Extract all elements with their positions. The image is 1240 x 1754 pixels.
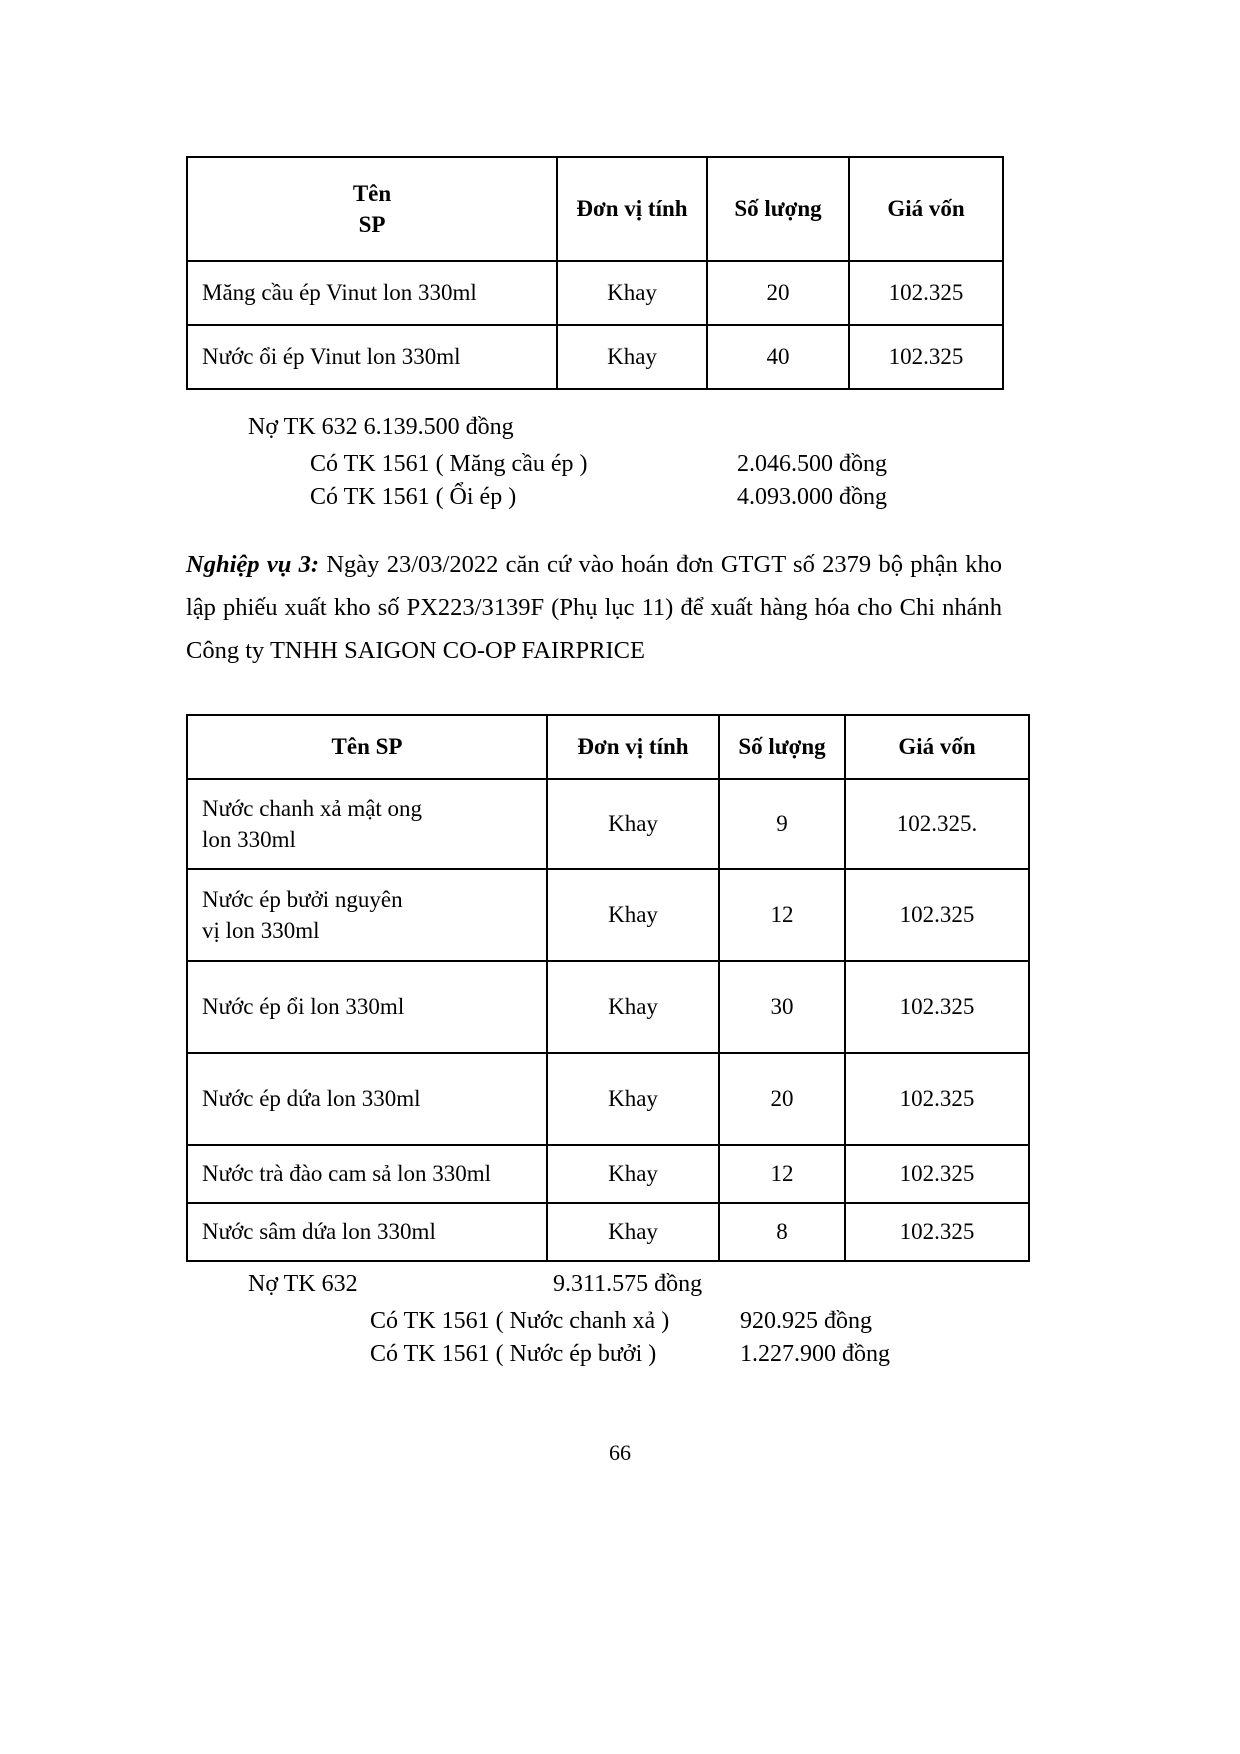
column-header-product-name: Tên SP (187, 715, 547, 779)
nghiep-vu-3-paragraph (186, 543, 1002, 672)
cell-quantity: 12 (719, 869, 845, 961)
table-row (187, 1145, 1029, 1203)
column-header-unit: Đơn vị tính (557, 157, 707, 261)
cell-unit: Khay (547, 869, 719, 961)
cell-product-name-line2: lon 330ml (202, 827, 296, 852)
column-header-cost: Giá vốn (845, 715, 1029, 779)
entry-two-debit-label: Nợ TK 632 (248, 1271, 358, 1297)
entry-one-credit2-value: 4.093.000 đồng (737, 484, 887, 510)
cell-quantity: 9 (719, 779, 845, 869)
column-header-cost: Giá vốn (849, 157, 1003, 261)
cell-cost: 102.325 (845, 869, 1029, 961)
entry-one-credit1-value: 2.046.500 đồng (737, 451, 887, 477)
column-header-name-line2: SP (358, 212, 386, 237)
cell-cost: 102.325 (845, 1145, 1029, 1203)
column-header-unit: Đơn vị tính (547, 715, 719, 779)
table-row (187, 325, 1003, 389)
column-header-quantity: Số lượng (719, 715, 845, 779)
column-header-quantity: Số lượng (707, 157, 849, 261)
table-header-row (187, 157, 1003, 261)
nghiep-vu-3-text: Ngày 23/03/2022 căn cứ vào hoán đơn GTGT số 2379 bộ phận kho lập phiếu xuất kho số PX223/3139F (Phụ lục 11) để xuất hàng hóa cho Chi nhánh Công ty TNHH SAIGON CO-OP FAIRPRICE (186, 551, 1002, 664)
entry-two-debit-value: 9.311.575 đồng (553, 1271, 703, 1297)
table-row (187, 961, 1029, 1053)
cell-unit: Khay (547, 1053, 719, 1145)
cell-product-name (187, 869, 547, 961)
column-header-product-name (187, 157, 557, 261)
cell-unit: Khay (557, 325, 707, 389)
table-row (187, 1053, 1029, 1145)
table-row (187, 779, 1029, 869)
product-table-two (186, 714, 1030, 1262)
entry-one-credit2-label: Có TK 1561 ( Ổi ép ) (310, 484, 517, 510)
product-table-one (186, 156, 1004, 390)
cell-unit: Khay (547, 779, 719, 869)
table-row (187, 1203, 1029, 1261)
cell-unit: Khay (557, 261, 707, 325)
entry-two-credit1-label: Có TK 1561 ( Nước chanh xả ) (370, 1308, 670, 1334)
cell-product-name: Măng cầu ép Vinut lon 330ml (187, 261, 557, 325)
table-header-row (187, 715, 1029, 779)
cell-quantity: 12 (719, 1145, 845, 1203)
cell-product-name-line1: Nước chanh xả mật ong (202, 795, 423, 821)
cell-cost: 102.325. (845, 779, 1029, 869)
cell-product-name: Nước ép ổi lon 330ml (187, 961, 547, 1053)
entry-two-credit2-label: Có TK 1561 ( Nước ép bưởi ) (370, 1341, 657, 1367)
cell-cost: 102.325 (849, 325, 1003, 389)
entry-one-credit1-label: Có TK 1561 ( Măng cầu ép ) (310, 451, 588, 477)
table-row (187, 869, 1029, 961)
cell-cost: 102.325 (849, 261, 1003, 325)
cell-quantity: 20 (719, 1053, 845, 1145)
cell-product-name: Nước sâm dứa lon 330ml (187, 1203, 547, 1261)
column-header-name-line1: Tên (352, 180, 392, 206)
entry-two-credit2-value: 1.227.900 đồng (740, 1341, 890, 1367)
entry-one-debit-line: Nợ TK 632 6.139.500 đồng (248, 414, 514, 440)
cell-unit: Khay (547, 1145, 719, 1203)
cell-quantity: 30 (719, 961, 845, 1053)
cell-unit: Khay (547, 1203, 719, 1261)
page-number: 66 (609, 1440, 631, 1465)
cell-cost: 102.325 (845, 1203, 1029, 1261)
cell-product-name: Nước ép dứa lon 330ml (187, 1053, 547, 1145)
cell-quantity: 40 (707, 325, 849, 389)
cell-cost: 102.325 (845, 1053, 1029, 1145)
cell-cost: 102.325 (845, 961, 1029, 1053)
cell-unit: Khay (547, 961, 719, 1053)
cell-quantity: 8 (719, 1203, 845, 1261)
cell-product-name (187, 779, 547, 869)
cell-product-name-line1: Nước ép bưởi nguyên (202, 886, 403, 912)
table-row (187, 261, 1003, 325)
entry-two-credit1-value: 920.925 đồng (740, 1308, 872, 1334)
cell-product-name-line2: vị lon 330ml (202, 918, 320, 943)
cell-product-name: Nước trà đào cam sả lon 330ml (187, 1145, 547, 1203)
nghiep-vu-3-label: Nghiệp vụ 3: (186, 551, 320, 578)
cell-quantity: 20 (707, 261, 849, 325)
cell-product-name: Nước ổi ép Vinut lon 330ml (187, 325, 557, 389)
